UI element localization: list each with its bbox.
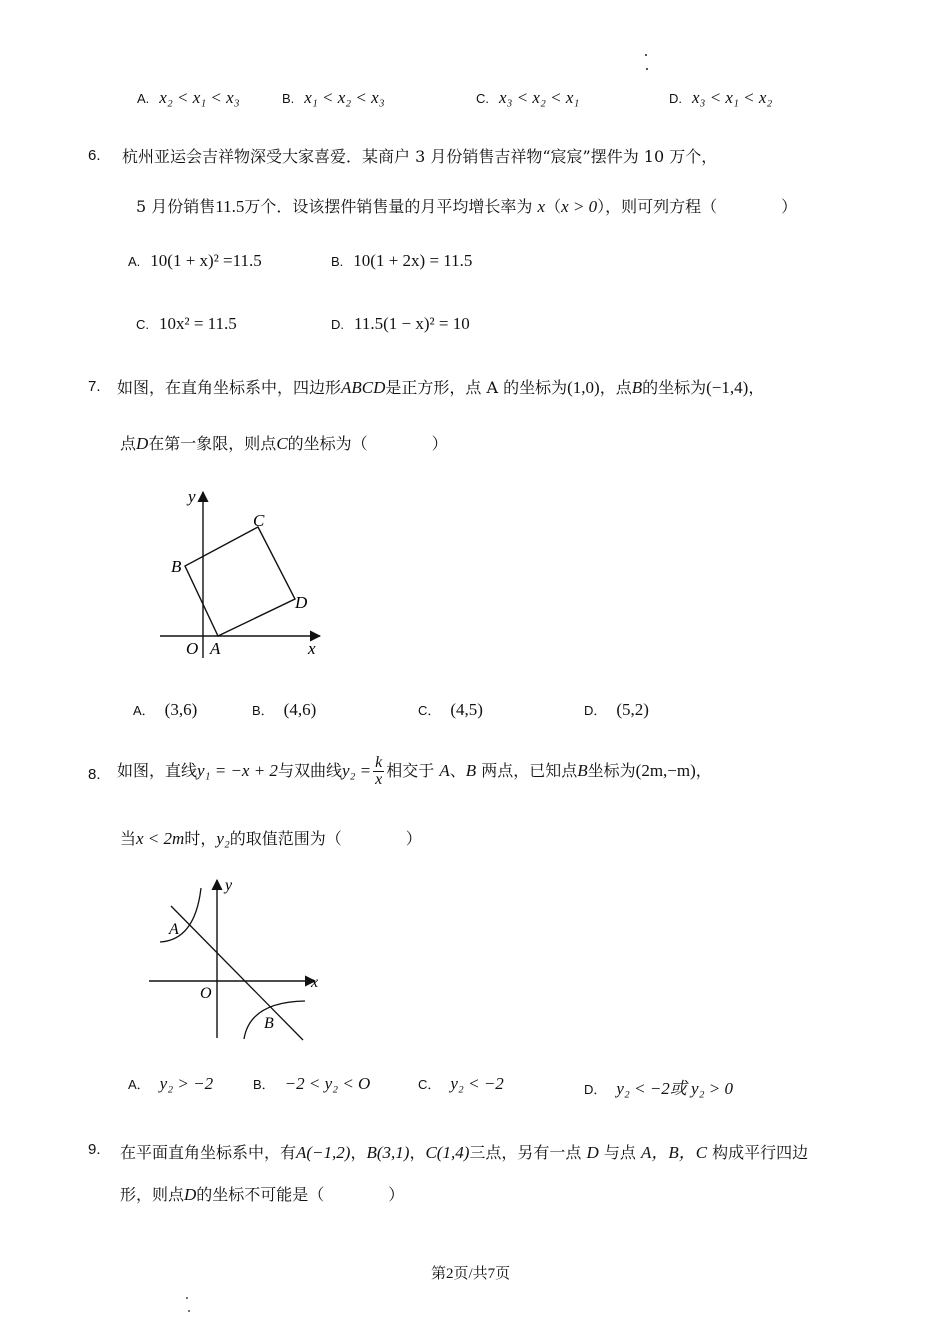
- q7-label-d: D: [295, 593, 308, 612]
- q7-label-c: C: [253, 511, 265, 530]
- q7-label-a: A: [210, 639, 221, 658]
- q8-figure: [145, 874, 335, 1046]
- q9-line2: 形，则点D的坐标不可能是（ ）: [120, 1185, 405, 1204]
- q8-fraction: $\frac{k}{x}$: [375, 754, 383, 788]
- corner-mark-bottom: [186, 1297, 188, 1299]
- q8-label-a: A: [169, 921, 179, 938]
- q6-option-a: A. 10(1 + x)² =11.5: [128, 251, 262, 270]
- q8-label-x: x: [311, 974, 319, 991]
- q7-label-o: O: [186, 639, 199, 658]
- q5-option-c: C. x₃ < x₂ < x₁: [476, 88, 580, 107]
- q7-line1: 如图，在直角坐标系中，四边形ABCD是正方形，点 A 的坐标为(1,0)，点B的坐标为(−1,4)，: [117, 378, 765, 397]
- q7-label-b: B: [171, 557, 182, 576]
- q8-option-a: A． y₂ > −2: [128, 1074, 214, 1093]
- q8-number: 8.: [88, 766, 101, 783]
- q8-label-y: y: [225, 877, 233, 894]
- q8-option-b: B． −2 < y₂ < O: [253, 1074, 371, 1093]
- q7-option-d: D． (5,2): [584, 700, 649, 719]
- q6-line2: 5 月份销售11.5万个．设该摆件销售量的月平均增长率为 x（x > 0），则可列方程（ ）: [136, 197, 798, 216]
- q7-option-c: C． (4,5): [418, 700, 483, 719]
- q8-option-c: C． y₂ < −2: [418, 1074, 504, 1093]
- q5-option-b: B. x₁ < x₂ < x₃: [282, 88, 385, 107]
- page-footer: 第2页/共7页: [431, 1266, 511, 1282]
- corner-mark-top: [645, 54, 647, 56]
- q5-option-a: A. x₂ < x₁ < x₃: [137, 88, 240, 107]
- q6-option-b: B. 10(1 + 2x) = 11.5: [331, 251, 473, 270]
- q6-option-c: C. 10x² = 11.5: [136, 314, 237, 333]
- q7-line2: 点D在第一象限，则点C的坐标为（ ）: [120, 434, 448, 453]
- q8-line: [171, 906, 303, 1040]
- q7-option-b: B． (4,6): [252, 700, 317, 719]
- q7-label-x: x: [308, 639, 316, 658]
- q8-line2: 当x < 2m时，y₂的取值范围为（ ）: [120, 829, 422, 848]
- corner-mark-top-2: [646, 68, 648, 70]
- q6-number: 6.: [88, 147, 101, 164]
- q7-label-y: y: [188, 487, 196, 506]
- q5-option-d: D. x₃ < x₁ < x₂: [669, 88, 773, 107]
- q7-option-a: A． (3,6): [133, 700, 198, 719]
- q8-label-b: B: [264, 1015, 274, 1032]
- q7-figure: [150, 480, 340, 665]
- q9-number: 9.: [88, 1141, 101, 1158]
- q9-line1: 在平面直角坐标系中，有A(−1,2)，B(3,1)，C(1,4)三点，另有一点 D 与点 A，B，C 构成平行四边: [120, 1143, 809, 1162]
- corner-mark-bottom-2: [188, 1310, 190, 1312]
- q6-line1: 杭州亚运会吉祥物深受大家喜爱．某商户 3 月份销售吉祥物“宸宸”摆件为 10 万个，: [122, 147, 718, 166]
- q7-square: [185, 527, 295, 636]
- q6-option-d: D. 11.5(1 − x)² = 10: [331, 314, 470, 333]
- q7-number: 7.: [88, 378, 101, 395]
- q8-line1: 如图，直线y₁ = −x + 2与双曲线y₂ = $\frac{k}{x}$ 相交于 A、B 两点，已知点B坐标为(2m,−m)，: [117, 754, 712, 788]
- q8-option-d: D． y₂ < −2或 y₂ > 0: [584, 1079, 733, 1098]
- q8-label-o: O: [200, 985, 212, 1002]
